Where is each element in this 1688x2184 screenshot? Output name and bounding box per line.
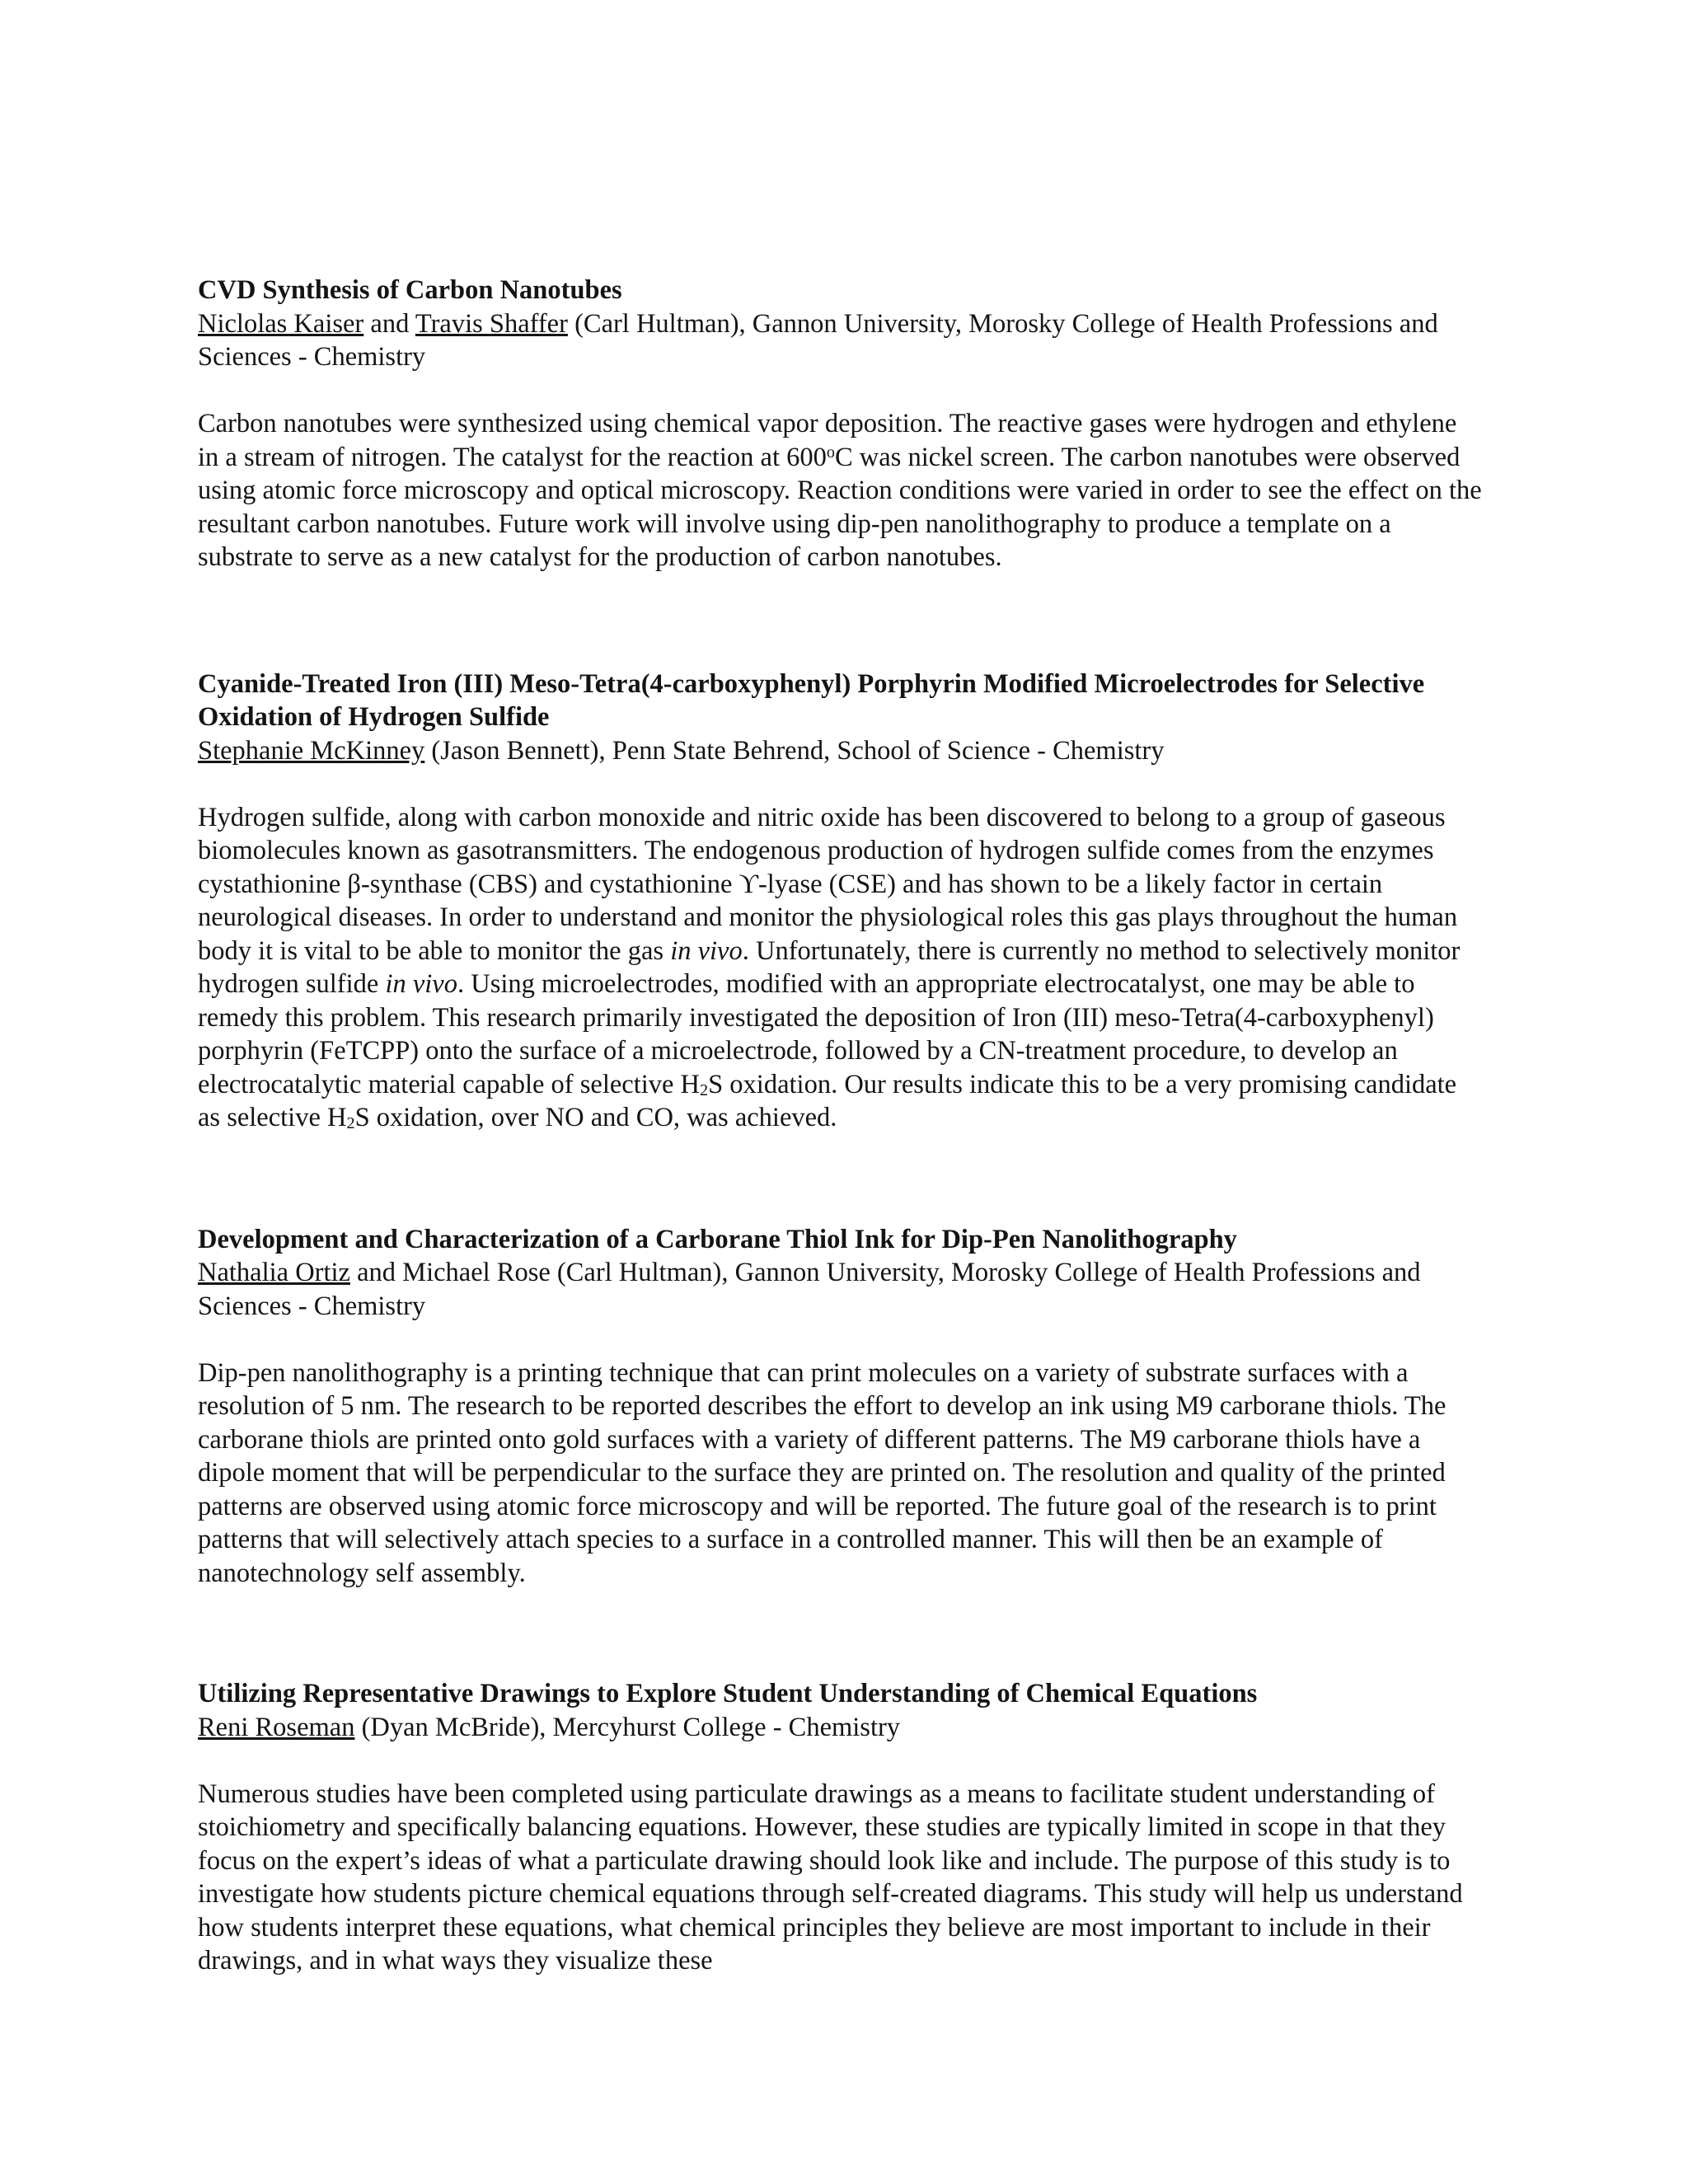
body-text-part: Hydrogen sulfide, along with carbon monoxide and nitric oxide has been discovered to belong to a group of gaseous biomolecules known as gasotransmitters. The endogenous production of hydrogen sulfide comes from the enzymes cystathionine β-synthase (CBS) and cystathionine ϒ-lyase (CSE) and has shown to be a likely factor in certain neurological diseases. In order to understand and monitor the physiological roles this gas plays throughout the human body it is vital to be able to monitor the gas: [198, 802, 1458, 966]
abstract-cvd-synthesis: [198, 274, 1484, 574]
body-text-part: . Unfortunately, there is currently no method to selectively monitor hydrogen sulfide: [198, 935, 1461, 999]
abstract-cyanide-treated-iron: [198, 668, 1484, 1135]
subscript: 2: [700, 1080, 709, 1099]
author-name: Nathalia Ortiz: [198, 1258, 350, 1287]
abstract-byline: [198, 1711, 1484, 1745]
abstract-byline: [198, 734, 1484, 768]
affiliation: (Jason Bennett), Penn State Behrend, School of Science - Chemistry: [424, 735, 1165, 766]
abstract-byline: [198, 1256, 1484, 1323]
abstract-body: Dip-pen nanolithography is a printing technique that can print molecules on a variety of substrate surfaces with a resolution of 5 nm. The research to be reported describes the effort to develop an ink using M9 carborane thiols. The carborane thiols are printed onto gold surfaces with a variety of different patterns. The M9 carborane thiols have a dipole moment that will be perpendicular to the surface they are printed on. The resolution and quality of the printed patterns are observed using atomic force microscopy and will be reported. The future goal of the research is to print patterns that will selectively attach species to a surface in a controlled manner. This will then be an example of nanotechnology self assembly.: [198, 1357, 1447, 1588]
body-text-part: Carbon nanotubes were synthesized using chemical vapor deposition. The reactive gases were hydrogen and ethylene in a stream of nitrogen. The catalyst for the reaction at 600: [198, 409, 1457, 472]
author-name: Stephanie McKinney: [198, 735, 425, 766]
abstract-body: Numerous studies have been completed using particulate drawings as a means to facilitate student understanding of stoichiometry and specifically balancing equations. However, these studies are typically limited in scope in that they focus on the expert’s ideas of what a particulate drawing should look like and include. The purpose of this study is to investigate how students picture chemical equations through self-created diagrams. This study will help us understand how students interpret these equations, what chemical principles they believe are most important to include in their drawings, and in what ways they visualize these: [198, 1779, 1463, 1975]
degree-superscript: o: [826, 443, 835, 462]
abstract-title: Development and Characterization of a Carborane Thiol Ink for Dip-Pen Nanolithography: [198, 1224, 1237, 1254]
body-text-part: S oxidation. Our results indicate this to be a very promising candidate as selective H: [198, 1069, 1457, 1132]
abstract-byline: [198, 307, 1484, 374]
body-text-part: S oxidation, over NO and CO, was achieved.: [354, 1103, 837, 1132]
abstract-body: [198, 407, 1484, 574]
abstract-title: Cyanide-Treated Iron (III) Meso-Tetra(4-carboxyphenyl) Porphyrin Modified Microelectrodes for Selective Oxidation of Hydrogen Sulfide: [198, 668, 1425, 732]
italic-term: in vivo: [385, 969, 457, 999]
author-name: Niclolas Kaiser: [198, 308, 364, 339]
document-page: [198, 274, 1484, 1978]
author-joiner: and: [363, 308, 415, 339]
affiliation: (Dyan McBride), Mercyhurst College - Chemistry: [354, 1712, 901, 1742]
affiliation: and Michael Rose (Carl Hultman), Gannon University, Morosky College of Health Professions and Sciences - Chemistry: [198, 1258, 1421, 1321]
subscript: 2: [346, 1114, 355, 1133]
body-text-part: C was nickel screen. The carbon nanotubes were observed using atomic force microscopy and optical microscopy. Reaction conditions were varied in order to see the effect on the resultant carbon nanotubes. Future work will involve using dip-pen nanolithography to produce a template on a substrate to serve as a new catalyst for the production of carbon nanotubes.: [198, 442, 1482, 572]
affiliation: (Carl Hultman), Gannon University, Morosky College of Health Professions and Sciences - Chemistry: [198, 308, 1438, 372]
abstract-title: Utilizing Representative Drawings to Explore Student Understanding of Chemical Equations: [198, 1679, 1258, 1708]
body-text-part: . Using microelectrodes, modified with an appropriate electrocatalyst, one may be able to remedy this problem. This research primarily investigated the deposition of Iron (III) meso-Tetra(4-carboxyphenyl) porphyrin (FeTCPP) onto the surface of a microelectrode, followed by a CN-treatment procedure, to develop an electrocatalytic material capable of selective H: [198, 969, 1434, 1099]
abstract-title: CVD Synthesis of Carbon Nanotubes: [198, 275, 622, 305]
abstract-carborane-thiol-ink: [198, 1223, 1484, 1591]
author-name: Travis Shaffer: [415, 308, 568, 339]
author-name: Reni Roseman: [198, 1712, 355, 1742]
abstract-representative-drawings: [198, 1677, 1484, 1978]
abstract-body: [198, 801, 1484, 1135]
italic-term: in vivo: [670, 935, 743, 966]
